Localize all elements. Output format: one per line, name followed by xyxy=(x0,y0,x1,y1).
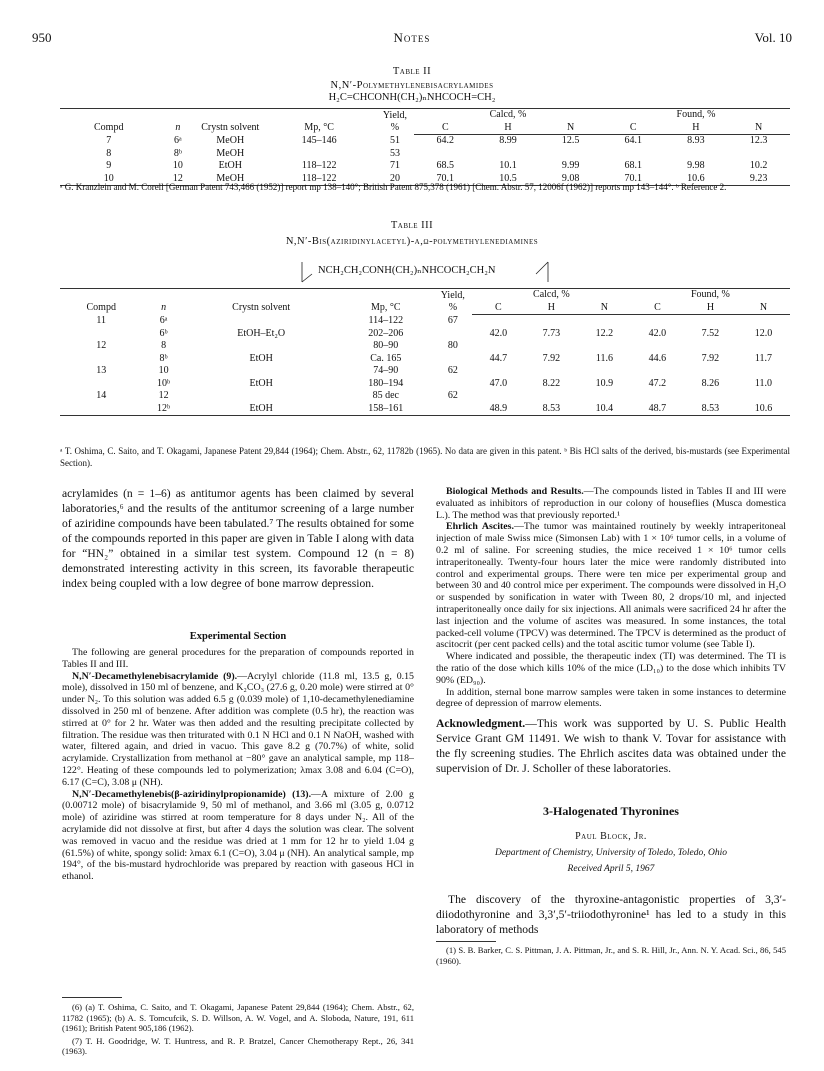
cell-solvent: EtOH–Et₂O xyxy=(237,327,286,339)
left-column xyxy=(62,486,414,883)
cell-yield xyxy=(434,353,472,366)
table3-footnote: ᵃ T. Oshima, C. Saito, and T. Okagami, Japanese Patent 29,844 (1964); Chem. Abstr., 62, 11782b (1965). No data are given in this patent. ᵇ Bis HCl salts of the derived, bis-mustards (see Experimental Section). xyxy=(60,446,790,468)
affiliation: Department of Chemistry, University of Toledo, Toledo, Ohio xyxy=(494,848,728,859)
reference-7: (7) T. H. Goodridge, W. T. Huntress, and R. P. Bratzel, Cancer Chemotherapy Rept., 26, 341 (1963). xyxy=(62,1035,414,1057)
table3-title: N,N′-Bis(aziridinylacetyl)-α,ω-polymethylenediamines xyxy=(285,236,539,247)
cell-solvent: EtOH xyxy=(218,160,242,171)
col-yield: Yield, % xyxy=(376,109,414,135)
table2-label: Table II xyxy=(392,66,432,77)
cell-found-c: 70.1 xyxy=(602,173,665,186)
col-calcd-n: N xyxy=(539,122,602,135)
bio-methods-text: —The compounds listed in Tables II and III were evaluated as inhibitors of reproduction in our colony of houseflies (Musca domestica L.). The method was that previously reported.¹ xyxy=(436,486,786,521)
cell-found-h: 8.53 xyxy=(684,403,737,416)
bio-methods-title: Biological Methods and Results. xyxy=(446,486,584,497)
cell-n: 8 xyxy=(161,340,167,351)
cell-mp: 118–122 xyxy=(301,160,337,171)
cell-compd: 7 xyxy=(106,134,112,146)
cell-found-h xyxy=(684,340,737,353)
cell-calcd-n xyxy=(578,390,631,403)
cell-n: 12 xyxy=(158,173,199,186)
table2 xyxy=(60,108,790,186)
cell-found-n: 12.3 xyxy=(749,135,768,146)
cell-solvent xyxy=(185,365,338,378)
cell-mp: 180–194 xyxy=(368,377,404,389)
col-found: Found, % xyxy=(602,109,790,122)
table2-footnote: ᵃ G. Kranzlein and M. Corell [German Patent 743,466 (1952)] report mp 138–140°; British Patent 875,378 (1961) [Chem. Abstr. 57, 12006f (1962)] reports mp 143–144°. ᵇ Reference 2. xyxy=(60,182,727,192)
cell-yield: 71 xyxy=(389,160,400,171)
cell-found-h xyxy=(684,390,737,403)
cell-n: 6ᵃ xyxy=(159,314,168,326)
col-mp: Mp, °C xyxy=(338,289,434,315)
acknowledgment xyxy=(436,716,786,776)
cell-compd: 10 xyxy=(60,173,158,186)
cell-found-h: 8.93 xyxy=(687,135,705,146)
cell-n: 6ᵇ xyxy=(159,327,168,339)
cell-n: 6ᵃ xyxy=(174,134,182,146)
cell-mp: 80–90 xyxy=(373,340,399,351)
experimental-heading: Experimental Section xyxy=(189,631,287,642)
cell-found-c: 47.2 xyxy=(648,377,667,389)
table-row xyxy=(60,148,790,161)
author: Paul Block, Jr. xyxy=(575,831,647,843)
col-n: n xyxy=(158,109,199,135)
cell-found-n: 10.2 xyxy=(749,160,768,171)
cell-yield: 62 xyxy=(447,365,458,376)
cell-compd xyxy=(60,403,142,416)
col-compd: Compd xyxy=(60,109,158,135)
cell-calcd-n xyxy=(578,365,631,378)
received-date: Received April 5, 1967 xyxy=(567,864,655,875)
cell-yield xyxy=(434,378,472,391)
cell-mp xyxy=(262,148,376,161)
cell-mp: 74–90 xyxy=(373,365,399,376)
acknowledgment-title: Acknowledgment. xyxy=(436,717,526,731)
col-found-c: C xyxy=(631,302,684,315)
col-calcd-c: C xyxy=(414,122,477,135)
col-n: n xyxy=(142,289,184,315)
cell-found-c xyxy=(631,340,684,353)
col-calcd-h: H xyxy=(477,122,540,135)
cell-calcd-n: 10.9 xyxy=(595,377,614,389)
cell-solvent: EtOH xyxy=(249,377,273,389)
cell-found-n xyxy=(737,365,790,378)
col-found-h: H xyxy=(684,302,737,315)
cell-mp: 158–161 xyxy=(338,403,434,416)
cell-found-n: 11.0 xyxy=(754,377,773,389)
cell-found-h xyxy=(684,315,737,328)
cell-mp: 202–206 xyxy=(368,327,404,339)
sternal-marrow: In addition, sternal bone marrow samples were taken in some instances to determine degree of depression of marrow elements. xyxy=(436,686,786,710)
cell-found-c: 42.0 xyxy=(648,327,667,339)
procedure-13-text: —A mixture of 2.00 g (0.00712 mole) of bisacrylamide 9, 50 ml of methanol, and 3.66 ml (3.05 g, 0.0712 mole) of aziridine was stirred at room temperature for 8 days under N₂. All of the acrylamide did not dissolve at first, but after 4 days the solution was clear. The solvent was removed in vacuo and the residue was dried at 1 mm for 12 hr to yield 1.04 g (61.5%) of white, spongy solid: λmax 6.1 (C=O), 3.04 μ (NH). An analytical sample, mp 194°, of the bis-mustard hydrochloride was prepared by reaction with gaseous HCl in ethanol. xyxy=(62,788,414,883)
cell-calcd-h: 8.99 xyxy=(499,135,517,146)
cell-calcd-n: 9.99 xyxy=(561,160,580,171)
cell-compd: 9 xyxy=(106,160,112,171)
cell-found-h: 7.92 xyxy=(701,352,720,364)
cell-compd xyxy=(60,328,142,341)
cell-yield: 53 xyxy=(389,147,400,159)
cell-found-c: 48.7 xyxy=(631,403,684,416)
cell-calcd-n: 9.08 xyxy=(539,173,602,186)
cell-mp: 118–122 xyxy=(262,173,376,186)
cell-solvent: EtOH xyxy=(185,403,338,416)
cell-n: 12ᵇ xyxy=(142,403,184,416)
footnote-rule-right xyxy=(436,941,496,942)
cell-yield: 80 xyxy=(447,340,458,351)
right-column xyxy=(436,486,786,968)
table-row xyxy=(60,328,790,341)
table3-formula: NCH₂CH₂CONH(CH₂)ₙNHCOCH₂CH₂N xyxy=(318,265,496,276)
table3-label: Table III xyxy=(390,220,434,231)
cell-mp: 85 dec xyxy=(372,390,399,401)
cell-n: 8ᵇ xyxy=(159,352,168,364)
cell-n: 12 xyxy=(158,390,169,401)
cell-found-c xyxy=(631,315,684,328)
table-row xyxy=(60,340,790,353)
col-found-h: H xyxy=(665,122,728,135)
cell-calcd-h xyxy=(525,390,578,403)
col-calcd-c: C xyxy=(472,302,525,315)
cell-found-h: 8.26 xyxy=(701,377,720,389)
cell-calcd-c: 47.0 xyxy=(489,377,508,389)
reference-1: (1) S. B. Barker, C. S. Pittman, J. A. Pittman, Jr., and S. R. Hill, Jr., Ann. N. Y. Acad. Sci., 86, 545 (1960). xyxy=(436,945,786,966)
cell-compd: 8 xyxy=(106,147,112,159)
cell-found-n xyxy=(737,340,790,353)
cell-calcd-h: 7.92 xyxy=(542,352,561,364)
cell-solvent xyxy=(185,390,338,403)
cell-yield xyxy=(434,328,472,341)
procedure-13 xyxy=(62,789,414,883)
cell-n: 10 xyxy=(158,365,169,376)
cell-calcd-c xyxy=(414,148,477,161)
cell-calcd-h xyxy=(525,365,578,378)
col-found: Found, % xyxy=(631,289,790,302)
table2-formula: H₂C=CHCONH(CH₂)ₙNHCOCH=CH₂ xyxy=(328,92,496,103)
cell-calcd-n: 11.6 xyxy=(595,352,613,364)
bio-methods xyxy=(436,486,786,521)
col-solvent: Crystn solvent xyxy=(198,109,262,135)
cell-n: 8ᵇ xyxy=(173,147,182,159)
cell-yield: 67 xyxy=(447,314,458,326)
cell-yield: 51 xyxy=(389,134,400,146)
cell-found-c: 68.1 xyxy=(624,160,643,171)
cell-calcd-c: 70.1 xyxy=(414,173,477,186)
cell-found-h: 7.52 xyxy=(701,327,720,339)
col-found-n: N xyxy=(727,122,790,135)
procedure-9-title: N,N′-Decamethylenebisacrylamide (9). xyxy=(72,670,238,682)
cell-mp: 114–122 xyxy=(368,314,404,326)
cell-calcd-h xyxy=(525,315,578,328)
cell-n: 10 xyxy=(172,160,183,171)
cell-compd: 14 xyxy=(96,390,107,401)
cell-found-c xyxy=(602,148,665,161)
cell-calcd-c xyxy=(472,390,525,403)
discovery-paragraph: The discovery of the thyroxine-antagonistic properties of 3,3′-diiodothyronine and 3,3′,5′-triiodothyronine¹ has led to a study in this laboratory of methods xyxy=(436,893,786,937)
cell-found-n xyxy=(737,315,790,328)
cell-found-h xyxy=(665,148,728,161)
reference-6: (6) (a) T. Oshima, C. Saito, and T. Okagami, Japanese Patent 29,844 (1964); Chem. Abstr., 62, 11782 (1965); (b) A. S. Tomcufcik, S. D. Willson, A. W. Vogel, and A. Sloboda, Nature, 191, 611 (1961); British Patent 905,186 (1962). xyxy=(62,1002,414,1034)
cell-calcd-h xyxy=(525,340,578,353)
col-calcd: Calcd, % xyxy=(414,109,602,122)
cell-compd xyxy=(60,353,142,366)
cell-found-c xyxy=(631,365,684,378)
cell-yield xyxy=(434,403,472,416)
cell-calcd-n xyxy=(539,148,602,161)
running-header xyxy=(32,30,792,48)
cell-compd: 13 xyxy=(96,365,107,376)
cell-calcd-n: 10.4 xyxy=(578,403,631,416)
cell-calcd-c: 44.7 xyxy=(489,352,508,364)
col-calcd-h: H xyxy=(525,302,578,315)
cell-calcd-c: 42.0 xyxy=(489,327,508,339)
col-calcd-n: N xyxy=(578,302,631,315)
page-number: 950 xyxy=(32,30,52,45)
acknowledgment-text: —This work was supported by U. S. Public Health Service Grant GM 11491. We wish to thank V. Tovar for assistance with the fly screening studies. The Ehrlich ascites data was obtained under the supervision of Dr. J. Scholler of these laboratories. xyxy=(436,717,786,776)
cell-n: 10ᵇ xyxy=(157,377,171,389)
table-row xyxy=(60,403,790,416)
cell-calcd-h: 10.1 xyxy=(499,160,517,171)
cell-found-c xyxy=(631,390,684,403)
cell-found-h xyxy=(684,365,737,378)
footnote-rule xyxy=(62,997,122,998)
cell-calcd-c xyxy=(472,340,525,353)
table-row xyxy=(60,135,790,148)
experimental-intro: The following are general procedures for the preparation of compounds reported in Tables II and III. xyxy=(62,647,414,670)
cell-calcd-n: 12.5 xyxy=(561,135,580,146)
cell-mp: Ca. 165 xyxy=(370,352,402,364)
col-solvent: Crystn solvent xyxy=(185,289,338,315)
cell-found-n xyxy=(737,390,790,403)
col-compd: Compd xyxy=(60,289,142,315)
cell-solvent: EtOH xyxy=(249,352,273,364)
cell-calcd-h: 8.53 xyxy=(525,403,578,416)
cell-mp: 145–146 xyxy=(301,134,337,146)
cell-compd: 12 xyxy=(96,340,107,351)
therapeutic-index: Where indicated and possible, the therapeutic index (TI) was determined. The TI is the ratio of the dose which kills 10% of the mice (LD₁₀) to the dose which inhibits TV 90% (ED₉₀). xyxy=(436,651,786,686)
cell-solvent: MeOH xyxy=(198,173,262,186)
cell-found-n: 10.6 xyxy=(737,403,790,416)
cell-found-c: 44.6 xyxy=(648,352,667,364)
cell-calcd-c: 64.2 xyxy=(436,135,455,146)
table3 xyxy=(60,288,790,416)
cell-found-c: 64.1 xyxy=(624,135,643,146)
col-found-c: C xyxy=(602,122,665,135)
ehrlich-ascites-text: —The tumor was maintained routinely by weekly intraperitoneal injection of male Swiss mice (Simonsen Lab) with 1 × 10⁶ tumor cells, in a volume of 0.2 ml of saline. For screening studies, the mice received 1 × 10⁶ tumor cells intraperitoneally. Twenty-four hours later the mice were randomly distributed into control and experimental groups. There were ten mice per experimental group and between 30 and 40 control mice per experiment. The compounds were dissolved in H₂O or suspended by sonification in water with Tween 80, 2 drops/10 ml, and injected intraperitoneally once daily for six injections. All animals were sacrificed 24 hr after the last injection and the volume of ascites was measured. In some instances, the total packed-cell volume (TPCV) was determined. The TPCV is determined as the product of ascitocrit (per cent packed cells) and the total ascitic tumor volume (see Table I). xyxy=(436,521,786,651)
cell-calcd-c xyxy=(472,315,525,328)
table-row xyxy=(60,365,790,378)
col-yield: Yield, % xyxy=(434,289,472,315)
volume-label: Vol. 10 xyxy=(754,30,792,45)
cell-found-n: 9.23 xyxy=(727,173,790,186)
journal-section: Notes xyxy=(393,30,431,45)
cell-solvent: MeOH xyxy=(216,147,245,159)
left-references xyxy=(62,1002,414,1059)
procedure-13-title: N,N′-Decamethylenebis(β-aziridinylpropionamide) (13). xyxy=(72,788,312,800)
cell-solvent xyxy=(185,340,338,353)
col-mp: Mp, °C xyxy=(262,109,376,135)
table-row xyxy=(60,353,790,366)
ehrlich-ascites xyxy=(436,521,786,651)
cell-calcd-h xyxy=(477,148,540,161)
cell-solvent xyxy=(185,315,338,328)
cell-found-h: 9.98 xyxy=(687,160,705,171)
cell-calcd-h: 10.5 xyxy=(477,173,540,186)
cell-found-n xyxy=(727,148,790,161)
ehrlich-ascites-title: Ehrlich Ascites. xyxy=(446,521,514,533)
procedure-9 xyxy=(62,671,414,789)
cell-solvent: MeOH xyxy=(216,134,245,146)
cell-calcd-h: 8.22 xyxy=(542,377,561,389)
cell-calcd-c: 48.9 xyxy=(472,403,525,416)
cell-found-n: 11.7 xyxy=(754,352,773,364)
col-calcd: Calcd, % xyxy=(472,289,631,302)
intro-paragraph: acrylamides (n = 1–6) as antitumor agents has been claimed by several laboratories,⁶ and the results of the antitumor screening of a large number of aziridine compounds have been tabulated.⁷ The results obtained for some of the compounds reported in this paper are given in Table I along with data for “HN₂” obtained in a similar test system. Compound 12 (n = 8) demonstrated interesting activity in this screen, its favorable therapeutic index being coupled with a low degree of bone marrow depression. xyxy=(62,487,414,590)
cell-calcd-n: 12.2 xyxy=(595,327,614,339)
cell-compd: 11 xyxy=(96,314,107,326)
table-row xyxy=(60,378,790,391)
cell-yield: 20 xyxy=(376,173,414,186)
col-found-n: N xyxy=(737,302,790,315)
cell-calcd-h: 7.73 xyxy=(542,327,561,339)
cell-calcd-c: 68.5 xyxy=(436,160,455,171)
cell-compd xyxy=(60,378,142,391)
table2-title: N,N′-Polymethylenebisacrylamides xyxy=(330,80,494,91)
cell-yield: 62 xyxy=(447,390,458,401)
cell-calcd-n xyxy=(578,340,631,353)
table-row xyxy=(60,160,790,173)
article-title: 3-Halogenated Thyronines xyxy=(543,804,679,819)
table-row xyxy=(60,315,790,328)
procedure-9-text: —Acrylyl chloride (11.8 ml, 13.5 g, 0.15 mole), dissolved in 150 ml of benzene, and K₂CO₃ (27.6 g, 0.20 mole) were stirred at 0° under N₂. To this solution was added 6.5 g (0.039 mole) of 1,10-decamethylenediamine dissolved in 250 ml of benzene. After addition was complete (0.5 hr), the reaction was stirred at 0° for 2 hr. Water was then added and the resulting precipitate collected by filtration. The residue was then triturated with 0.1 N HCl and 0.1 N NaOH, washed with water, filtered again, and dried in vacuo. This gave 8.2 g (70.7%) of white, solid acrylamide. Crystallization from methanol at −80° gave an analytical sample, mp 118–122°. Heating of these compounds led to polymerization; λmax 3.08 and 6.04 (C=O), 6.17 (C=C), 3.08 μ (NH). xyxy=(62,670,414,788)
table-row xyxy=(60,390,790,403)
cell-found-n: 12.0 xyxy=(754,327,773,339)
cell-calcd-n xyxy=(578,315,631,328)
cell-calcd-c xyxy=(472,365,525,378)
cell-found-h: 10.6 xyxy=(665,173,728,186)
